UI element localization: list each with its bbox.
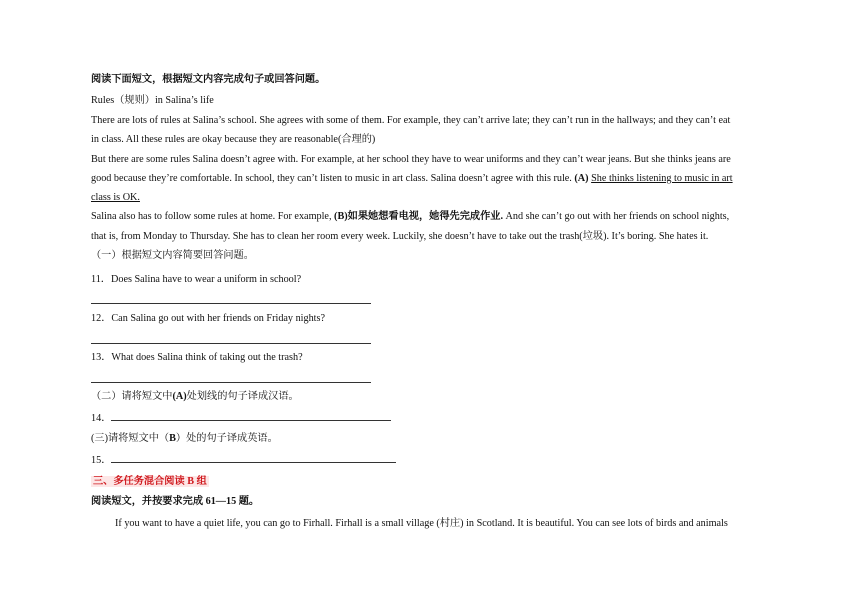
paragraph-3-line-2: that is, from Monday to Thursday. She has to clean her room every week. Luckily, she doesn’t have to take out the trash(垃圾). It’s boring. She hates it. <box>91 231 709 242</box>
section-b-instruction: 阅读短文，并按要求完成 61—15 题。 <box>91 496 260 507</box>
section-1-instruction: （一）根据短文内容简要回答问题。 <box>91 250 254 261</box>
section-2-marker: (A) <box>172 391 187 402</box>
section-2-text-a: （二）请将短文中 <box>91 391 173 402</box>
paragraph-1-line-1: There are lots of rules at Salina’s school. She agrees with some of them. For example, they can’t arrive late; they can’t run in the hallways; and they can’t eat <box>91 115 731 126</box>
section-b-heading <box>91 475 209 489</box>
underlined-sentence-a-part-2: class is OK. <box>91 192 140 203</box>
paragraph-3-text-start: Salina also has to follow some rules at home. For example, <box>91 211 335 222</box>
question-13: 13．What does Salina think of taking out the trash? <box>91 352 303 363</box>
answer-line-11[interactable] <box>91 303 371 304</box>
question-12: 12．Can Salina go out with her friends on Friday nights? <box>91 313 325 324</box>
paragraph-3-line-1 <box>91 210 729 224</box>
question-14-number: 14． <box>91 413 112 424</box>
section-b-heading-text: 三、多任务混合阅读 B 组 <box>93 476 207 487</box>
reading-instruction: 阅读下面短文，根据短文内容完成句子或回答问题。 <box>91 74 326 85</box>
section-3-marker: B <box>169 433 176 444</box>
section-3-instruction <box>91 432 278 446</box>
sentence-b: (B)如果她想看电视，她得先完成作业. <box>334 211 503 222</box>
paragraph-3-text-end: And she can’t go out with her friends on school nights, <box>503 211 730 222</box>
passage-b-line-1: If you want to have a quiet life, you can go to Firhall. Firhall is a small village (村庄) in Scotland. It is beautiful. You can see lots of birds and animals <box>115 518 728 529</box>
question-15 <box>91 454 396 468</box>
sentence-a-marker: (A) <box>574 173 589 184</box>
paragraph-2-text: good because they’re comfortable. In school, they can’t listen to music in art class. Salina doesn’t agree with this rule. <box>91 173 575 184</box>
answer-line-13[interactable] <box>91 382 371 383</box>
paragraph-2-line-2 <box>91 172 733 186</box>
paragraph-1-line-2: in class. All these rules are okay because they are reasonable(合理的) <box>91 134 376 145</box>
section-3-text-a: (三)请将短文中（ <box>91 433 170 444</box>
question-11: 11．Does Salina have to wear a uniform in school? <box>91 274 302 285</box>
section-3-text-b: ）处的句子译成英语。 <box>175 433 278 444</box>
passage-title: Rules（规则）in Salina’s life <box>91 95 214 106</box>
answer-line-14[interactable] <box>111 420 391 421</box>
underlined-sentence-a-part-1: She thinks listening to music in art <box>591 173 733 184</box>
question-15-number: 15． <box>91 455 112 466</box>
answer-line-12[interactable] <box>91 343 371 344</box>
paragraph-2-line-1: But there are some rules Salina doesn’t agree with. For example, at her school they have to wear uniforms and they can’t wear jeans. But she thinks jeans are <box>91 154 731 165</box>
answer-line-15[interactable] <box>111 462 396 463</box>
section-2-instruction <box>91 390 299 404</box>
question-14 <box>91 412 391 426</box>
section-2-text-b: 处划线的句子译成汉语。 <box>186 391 299 402</box>
